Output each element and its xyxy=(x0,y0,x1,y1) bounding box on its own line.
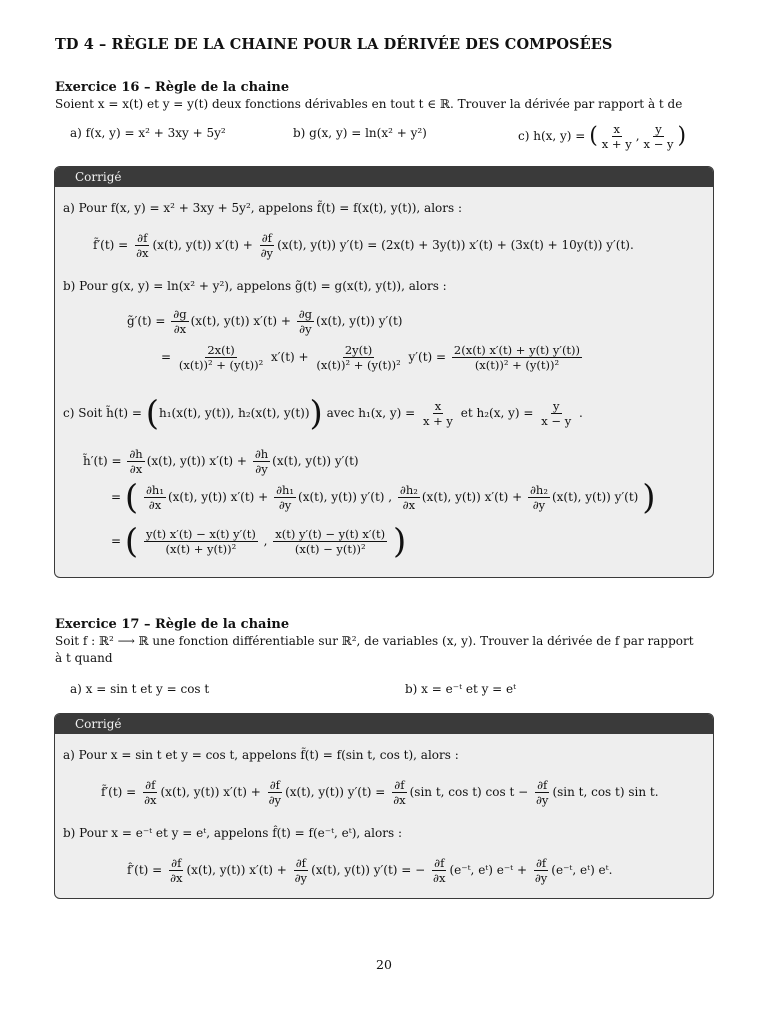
solution-box-16 xyxy=(54,166,714,578)
solution-box-17 xyxy=(54,713,714,899)
solution-17-b-intro: b) Pour x = e⁻ᵗ et y = eᵗ, appelons f̂(t) = f(e⁻ᵗ, eᵗ), alors : xyxy=(63,826,402,840)
solution-b-intro: b) Pour g(x, y) = ln(x² + y²), appelons g̃(t) = g(x(t), y(t)), alors : xyxy=(63,279,447,293)
exercise-16-item-a: a) f(x, y) = x² + 3xy + 5y² xyxy=(70,126,226,140)
exercise-17-statement-line-1: Soit f : ℝ² ⟶ ℝ une fonction différentiable sur ℝ², de variables (x, y). Trouver la dérivée de f par rapport xyxy=(55,634,694,648)
exercise-16-heading: Exercice 16 – Règle de la chaine xyxy=(55,80,290,95)
solution-17-b-equation: f̂′(t) = $\frac{\partial f}{\partial x}$ (x(t), y(t)) x′(t) + $\frac{\partial f}{\partial y}$ (x(t), y(t)) y′(t) = − $\frac{\partial f}{\partial x}$ (e⁻ᵗ, eᵗ) e⁻ᵗ + $\frac{\partial f}{\partial y}$ (e⁻ᵗ, eᵗ) eᵗ. xyxy=(127,856,613,885)
solution-c-intro: c) Soit h̃(t) = (h₁(x(t), y(t)), h₂(x(t), y(t))) avec h₁(x, y) = $\frac{x}{x + y}$ et h₂(x, y) = $\frac{y}{x - y}$ . xyxy=(63,393,583,434)
exercise-17-statement-line-2: à t quand xyxy=(55,651,113,665)
solution-header: Corrigé xyxy=(55,714,713,734)
solution-c-equation-1: h̃′(t) = $\frac{\partial h}{\partial x}$ (x(t), y(t)) x′(t) + $\frac{\partial h}{\partial y}$ (x(t), y(t)) y′(t) xyxy=(83,447,359,476)
page-number: 20 xyxy=(376,957,392,972)
solution-c-equation-3: = ( $\frac{y(t) x'(t) - x(t) y'(t)}{\text{(x(t) + y(t))²}}$ , $\frac{x(t) y'(t) - y(t) x'(t)}{\text{(x(t) − y(t))²}}$ ) xyxy=(111,521,407,562)
solution-header: Corrigé xyxy=(55,167,713,187)
solution-17-a-equation: f̃′(t) = $\frac{\partial f}{\partial x}$ (x(t), y(t)) x′(t) + $\frac{\partial f}{\partial y}$ (x(t), y(t)) y′(t) = $\frac{\partial f}{\partial x}$ (sin t, cos t) cos t − $\frac{\partial f}{\partial y}$ (sin t, cos t) sin t. xyxy=(101,778,659,807)
solution-b-equation-1: g̃′(t) = $\frac{\partial g}{\partial x}$ (x(t), y(t)) x′(t) + $\frac{\partial g}{\partial y}$ (x(t), y(t)) y′(t) xyxy=(127,307,403,336)
exercise-16-item-c: c) h(x, y) = ( $\frac{x}{x + y}$ , $\frac{y}{x - y}$ ) xyxy=(518,122,687,151)
exercise-17-heading: Exercice 17 – Règle de la chaine xyxy=(55,617,290,632)
solution-c-equation-2: = ( $\frac{\text{∂h₁}}{\partial x}$ (x(t), y(t)) x′(t) + $\frac{\text{∂h₁}}{\partial y}$ (x(t), y(t)) y′(t) , $\frac{\text{∂h₂}}{\partial x}$ (x(t), y(t)) x′(t) + $\frac{\text{∂h₂}}{\partial y}$ (x(t), y(t)) y′(t) ) xyxy=(111,477,656,518)
page-title: TD 4 – RÈGLE DE LA CHAINE POUR LA DÉRIVÉE DES COMPOSÉES xyxy=(55,36,613,53)
solution-a-equation: f̃′(t) = $\frac{\partial f}{\partial x}$ (x(t), y(t)) x′(t) + $\frac{\partial f}{\partial y}$ (x(t), y(t)) y′(t) = (2x(t) + 3y(t)) x′(t) + (3x(t) + 10y(t)) y′(t). xyxy=(93,231,634,260)
solution-a-intro: a) Pour f(x, y) = x² + 3xy + 5y², appelons f̃(t) = f(x(t), y(t)), alors : xyxy=(63,201,463,215)
exercise-16-statement: Soient x = x(t) et y = y(t) deux fonctions dérivables en tout t ∈ ℝ. Trouver la dérivée par rapport à t de xyxy=(55,97,683,111)
exercise-16-item-b: b) g(x, y) = ln(x² + y²) xyxy=(293,126,427,140)
exercise-17-item-a: a) x = sin t et y = cos t xyxy=(70,682,210,696)
solution-17-a-intro: a) Pour x = sin t et y = cos t, appelons f̃(t) = f(sin t, cos t), alors : xyxy=(63,748,459,762)
solution-b-equation-2: = $\frac{2x(t)}{\text{(x(t))² + (y(t))²}}$ x′(t) + $\frac{2y(t)}{\text{(x(t))² + (y(t))²}}$ y′(t) = $\frac{2(x(t) x'(t) + y(t) y'(t))}{\text{(x(t))² + (y(t))²}}$ xyxy=(161,343,581,372)
exercise-17-item-b: b) x = e⁻ᵗ et y = eᵗ xyxy=(405,682,517,696)
